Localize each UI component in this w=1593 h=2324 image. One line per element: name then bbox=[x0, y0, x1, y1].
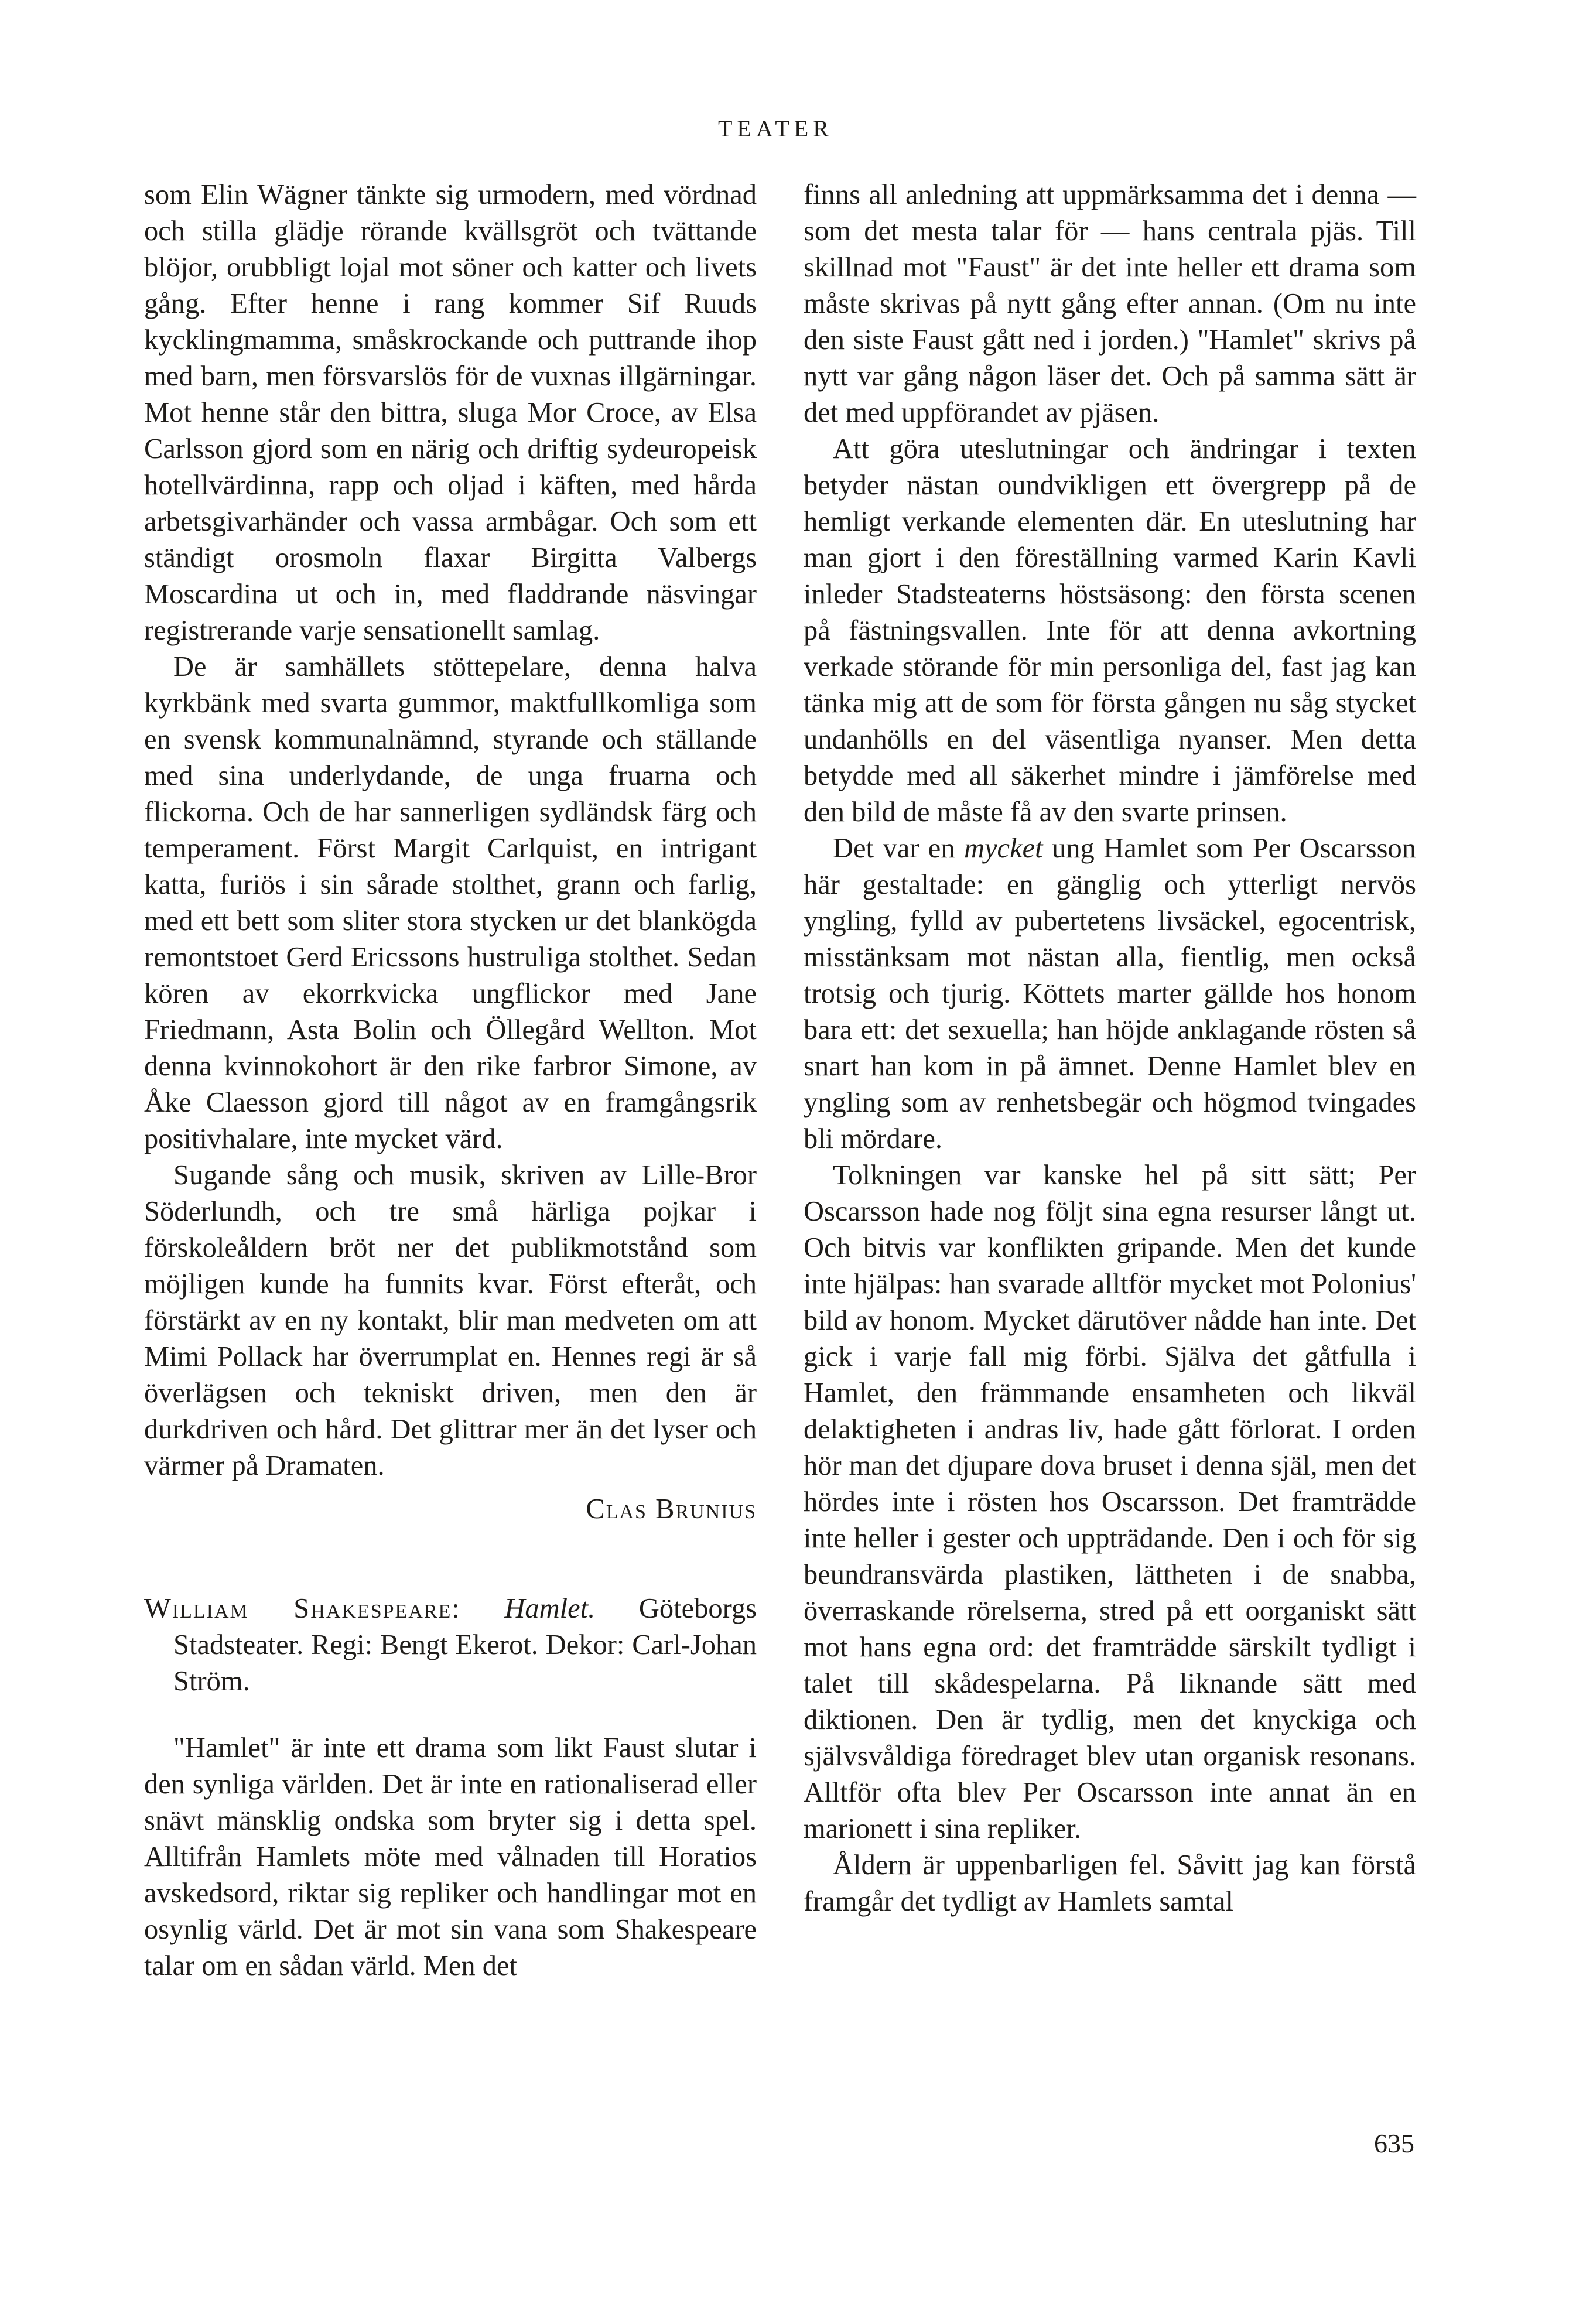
paragraph: som Elin Wägner tänkte sig urmodern, med vördnad och stilla glädje rörande kvällsgröt och tvättande blöjor, orubbligt lojal mot söner och katter och livets gång. Efter henne i rang kommer Sif Ruuds kycklingmamma, småskrockande och puttrande ihop med barn, men försvarslös för de vuxnas illgärningar. Mot henne står den bittra, sluga Mor Croce, av Elsa Carlsson gjord som en närig och driftig sydeuropeisk hotellvärdinna, rapp och oljad i käften, med hårda arbetsgivarhänder och vassa armbågar. Och som ett ständigt orosmoln flaxar Birgitta Valbergs Moscardina ut och in, med fladdrande näsvingar registrerande varje sensationellt samlag. bbox=[144, 179, 757, 646]
running-head: TEATER bbox=[718, 115, 833, 142]
paragraph: Åldern är uppenbarligen fel. Såvitt jag kan förstå framgår det tydligt av Hamlets samtal bbox=[804, 1850, 1416, 1917]
paragraph bbox=[804, 831, 1416, 1157]
paragraph: Tolkningen var kanske hel på sitt sätt; Per Oscarsson hade nog följt sina egna resurser långt ut. Och bitvis var konflikten gripande. Men det kunde inte hjälpas: han svarade alltför mycket mot Polonius' bild av honom. Mycket därutöver nådde han inte. Det gick i varje fall mig förbi. Själva det gåtfulla i Hamlet, den främmande ensamheten och likväl delaktigheten i andras liv, hade gått förlorat. I orden hör man det djupare dova bruset i denna själ, men det hördes inte i rösten hos Oscarsson. Det framträdde inte heller i gester och uppträdande. Den i och för sig beundransvärda plastiken, lättheten i de snabba, överraskande rörelserna, stred på ett oorganiskt sätt mot hans egna ord: det framträdde särskilt tydligt i talet till skådespelarna. På liknande sätt med diktionen. Den är tydlig, men det knyckiga och självsvåldiga föredraget blev utan organisk resonans. Alltför ofta blev Per Oscarsson inte annat än en marionett i sina repliker. bbox=[804, 1160, 1416, 1844]
paragraph: De är samhällets stöttepelare, denna halva kyrkbänk med svarta gummor, maktfullkomliga som en svensk kommunalnämnd, styrande och ställande med sina underlydande, de unga fruarna och flickorna. Och de har sannerligen sydländsk färg och temperament. Först Margit Carlquist, en intrigant katta, furiös i sin sårade stolthet, grann och farlig, med ett bett som sliter stora stycken ur det blankögda remontstoet Gerd Ericssons hustruliga stolthet. Sedan kören av ekorrkvicka ungflickor med Jane Friedmann, Asta Bolin och Öllegård Wellton. Mot denna kvinnokohort är den rike farbror Simone, av Åke Claesson gjord till något av en framgångsrik positivhalare, inte mycket värd. bbox=[144, 651, 757, 1154]
paragraph: Att göra uteslutningar och ändringar i texten betyder nästan oundvikligen ett övergrepp på de hemligt verkande elementen där. En uteslutning har man gjort i den föreställning varmed Karin Kavli inleder Stadsteaterns höstsäsong: den första scenen på fästningsvallen. Inte för att denna avkortning verkade störande för min personliga del, fast jag kan tänka mig att de som för första gången nu såg stycket undanhölls en del väsentliga nyanser. Men detta betydde med all säkerhet mindre i jämförelse med den bild de måste få av den svarte prinsen. bbox=[804, 433, 1416, 828]
text-run: ung Hamlet som Per Oscarsson här gestaltade: en gänglig och ytterligt nervös yngling, fylld av pubertetens livsäckel, egocentrisk, misstänksam mot nästan alla, fientlig, men också trotsig och tjurig. Köttets marter gällde hos honom bara ett: det sexuella; han höjde anklagande rösten så snart han kom in på ämnet. Denne Hamlet blev en yngling som av renhetsbegär och högmod tvingades bli mördare. bbox=[804, 833, 1417, 1154]
review-author: William Shakespeare: bbox=[144, 1593, 461, 1624]
paragraph: "Hamlet" är inte ett drama som likt Faust slutar i den synliga världen. Det är inte en rationaliserad eller snävt mänsklig ondska som bryter sig i detta spel. Alltifrån Hamlets möte med vålnaden till Horatios avskedsord, riktar sig repliker och handlingar mot en osynlig värld. Det är mot sin vana som Shakespeare talar om en sådan värld. Men det bbox=[144, 1732, 757, 1981]
left-column bbox=[144, 177, 757, 1984]
review-details: Göteborgs Stadsteater. Regi: Bengt Ekerot. Dekor: Carl-Johan Ström. bbox=[173, 1593, 757, 1697]
review-heading bbox=[144, 1591, 757, 1700]
paragraph: finns all anledning att uppmärksamma det i denna — som det mesta talar för — hans centrala pjäs. Till skillnad mot "Faust" är det inte heller ett drama som måste skrivas på nytt gång efter annan. (Om nu inte den siste Faust gått ned i jorden.) "Hamlet" skrivs på nytt var gång någon läser det. Och på samma sätt är det med uppförandet av pjäsen. bbox=[804, 179, 1416, 428]
review-title: Hamlet. bbox=[504, 1593, 596, 1624]
author-byline: Clas Brunius bbox=[586, 1493, 757, 1525]
right-column bbox=[804, 177, 1416, 1920]
page-number: 635 bbox=[1374, 2128, 1414, 2158]
text-run: Det var en bbox=[833, 833, 955, 864]
emphasis: mycket bbox=[963, 833, 1043, 864]
paragraph: Sugande sång och musik, skriven av Lille-Bror Söderlundh, och tre små härliga pojkar i förskoleåldern bröt ner det publikmotstånd som möjligen kunde ha funnits kvar. Först efteråt, och förstärkt av en ny kontakt, blir man medveten om att Mimi Pollack har överrumplat en. Hennes regi är så överlägsen och tekniskt driven, men den är durkdriven och hård. Det glittrar mer än det lyser och värmer på Dramaten. bbox=[144, 1160, 757, 1481]
